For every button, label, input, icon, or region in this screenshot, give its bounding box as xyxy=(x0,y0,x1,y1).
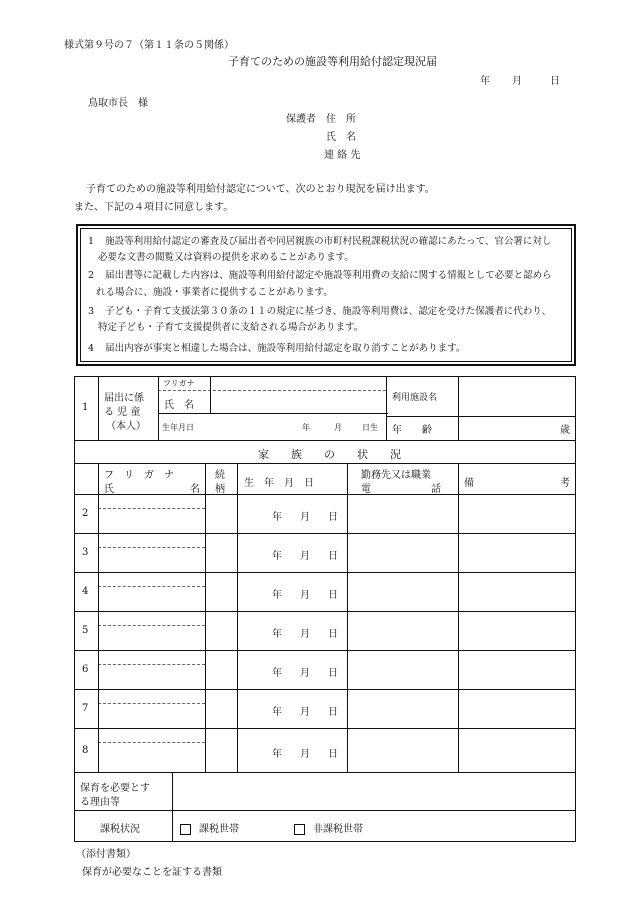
family-row-number: 4 xyxy=(82,586,89,597)
tax-option-taxed[interactable] xyxy=(180,820,239,835)
table-rule xyxy=(386,416,576,417)
agreement-2-line1: 届出書等に記載した内容は、施設等利用給付認定や施設等利用費の支給に関する情報として必要と認めら xyxy=(105,270,552,281)
agreement-4-num: 4 xyxy=(88,343,95,354)
facility-name-label: 利用施設名 xyxy=(392,393,438,403)
furigana-rule xyxy=(98,625,205,626)
family-row-number: 5 xyxy=(82,625,89,636)
family-section-title: 家 族 の 状 況 xyxy=(258,448,401,461)
head-relation-2: 柄 xyxy=(215,484,225,495)
taxed-checkbox[interactable] xyxy=(180,824,191,835)
family-row-year: 年 xyxy=(272,512,282,523)
table-rule xyxy=(458,463,459,772)
head-phone-right: 話 xyxy=(431,484,441,495)
head-name-right: 名 xyxy=(190,484,200,495)
child-furigana-label: フリガナ xyxy=(163,379,195,388)
tax-option-untaxed[interactable] xyxy=(294,820,363,835)
table-rule xyxy=(347,463,348,772)
birthdate-label: 生年月日 xyxy=(162,423,194,432)
tax-status-label: 課税状況 xyxy=(100,824,140,835)
family-row-year: 年 xyxy=(272,668,282,679)
family-row-month: 月 xyxy=(300,512,310,523)
family-row-month: 月 xyxy=(300,707,310,718)
family-row-month: 月 xyxy=(300,749,310,760)
family-row-month: 月 xyxy=(300,551,310,562)
intro-line-1: 子育てのための施設等利用給付認定について、次のとおり現況を届け出ます。 xyxy=(86,184,435,195)
agreement-3-num: 3 xyxy=(88,306,95,317)
child-label-line3: （本人） xyxy=(106,421,146,432)
untaxed-label: 非課税世帯 xyxy=(313,824,363,835)
agreement-3-line1: 子ども・子育て支援法第３０条の１１の規定に基づき、施設等利用費は、認定を受けた保護者に代わり、 xyxy=(105,306,552,317)
guardian-label: 保護者 xyxy=(286,114,316,125)
untaxed-checkbox[interactable] xyxy=(294,824,305,835)
table-rule xyxy=(74,689,576,690)
age-unit: 歳 xyxy=(560,425,570,436)
addressee: 鳥取市長 様 xyxy=(88,98,148,109)
family-row-number: 8 xyxy=(82,745,89,756)
head-birthdate: 生 年 月 日 xyxy=(244,478,314,489)
child-label-line1: 届出に係 xyxy=(104,393,144,404)
family-row-number: 6 xyxy=(82,664,89,675)
table-rule xyxy=(458,376,459,440)
table-rule xyxy=(74,772,576,773)
table-rule xyxy=(386,376,387,440)
family-row-number: 2 xyxy=(82,508,89,519)
table-rule xyxy=(74,463,576,464)
head-name-left: 氏 xyxy=(104,484,114,495)
table-rule xyxy=(74,494,576,495)
head-work: 勤務先又は職業 xyxy=(361,470,431,481)
furigana-rule xyxy=(98,586,205,587)
agreement-1-num: 1 xyxy=(88,236,95,247)
table-rule xyxy=(74,810,576,811)
furigana-rule xyxy=(98,508,205,509)
head-phone-left: 電 xyxy=(361,484,371,495)
attachments-item: 保育が必要なことを証する書類 xyxy=(82,867,222,878)
family-row-year: 年 xyxy=(272,707,282,718)
family-row-day: 日 xyxy=(328,590,338,601)
family-row-month: 月 xyxy=(300,629,310,640)
agreement-1-line1: 施設等利用給付認定の審査及び届出者や同居親族の市町村民税課税状況の確認にあたって、官公署に対し xyxy=(105,236,552,247)
guardian-contact-label: 連 絡 先 xyxy=(324,150,361,161)
table-rule xyxy=(98,376,99,440)
family-row-year: 年 xyxy=(272,551,282,562)
head-notes-right: 考 xyxy=(560,478,570,489)
child-birth-month: 月 xyxy=(334,423,342,432)
furigana-rule xyxy=(98,547,205,548)
family-row-year: 年 xyxy=(272,629,282,640)
table-rule xyxy=(158,413,388,414)
child-birth-year: 年 xyxy=(302,423,310,432)
table-rule xyxy=(74,611,576,612)
furigana-rule xyxy=(98,742,205,743)
attachments-label: （添付書類） xyxy=(76,849,136,860)
table-rule xyxy=(98,463,99,772)
table-rule xyxy=(74,572,576,573)
date-month: 月 xyxy=(512,76,522,87)
head-furigana: フ リ ガ ナ xyxy=(104,470,174,481)
table-rule xyxy=(74,440,576,441)
form-title: 子育てのための施設等利用給付認定現況届 xyxy=(228,55,437,68)
family-row-number: 3 xyxy=(82,547,89,558)
family-row-day: 日 xyxy=(328,707,338,718)
age-label: 年 齢 xyxy=(392,425,432,436)
family-row-day: 日 xyxy=(328,668,338,679)
family-row-day: 日 xyxy=(328,629,338,640)
family-row-number: 7 xyxy=(82,703,89,714)
date-day: 日 xyxy=(550,76,560,87)
furigana-rule xyxy=(158,390,386,391)
child-row-number: 1 xyxy=(82,402,89,413)
table-rule xyxy=(74,728,576,729)
agreement-2-line2: れる場合に、施設・事業者に提供することがあります。 xyxy=(96,287,333,298)
family-row-year: 年 xyxy=(272,749,282,760)
head-relation-1: 続 xyxy=(215,470,225,481)
agreement-2-num: 2 xyxy=(88,270,95,281)
table-rule xyxy=(205,463,206,772)
table-rule xyxy=(172,772,173,810)
furigana-rule xyxy=(98,703,205,704)
intro-line-2: また、下記の４項目に同意します。 xyxy=(74,202,234,213)
agreement-2 xyxy=(88,267,570,285)
date-year: 年 xyxy=(480,76,490,87)
reason-label-line2: る理由等 xyxy=(80,797,120,808)
child-birth-day: 日生 xyxy=(362,423,378,432)
guardian-name-label: 氏 名 xyxy=(326,132,356,143)
family-row-year: 年 xyxy=(272,590,282,601)
furigana-rule xyxy=(98,664,205,665)
agreement-4-line1: 届出内容が事実と相違した場合は、施設等利用給付認定を取り消すことがあります。 xyxy=(105,343,466,354)
child-label-line2: る 児 童 xyxy=(104,407,141,418)
table-rule xyxy=(210,376,211,413)
table-rule xyxy=(172,810,173,842)
family-row-day: 日 xyxy=(328,551,338,562)
family-row-month: 月 xyxy=(300,590,310,601)
reason-label-line1: 保育を必要とす xyxy=(80,783,150,794)
agreement-1-line2: 必要な文書の閲覧又は資料の提供を求めることがあります。 xyxy=(98,252,354,263)
table-rule xyxy=(237,463,238,772)
agreement-3-line2: 特定子ども・子育て支援提供者に支給される場合があります。 xyxy=(98,322,364,333)
guardian-address-label: 住 所 xyxy=(326,114,356,125)
table-rule xyxy=(74,533,576,534)
child-name-label: 氏 名 xyxy=(164,400,194,411)
table-rule xyxy=(158,376,159,440)
family-row-month: 月 xyxy=(300,668,310,679)
taxed-label: 課税世帯 xyxy=(199,824,239,835)
agreement-4 xyxy=(88,340,570,358)
family-row-day: 日 xyxy=(328,512,338,523)
family-row-day: 日 xyxy=(328,749,338,760)
form-number: 様式第９号の７（第１１条の５関係） xyxy=(64,40,234,51)
head-notes-left: 備 xyxy=(464,478,474,489)
table-rule xyxy=(74,650,576,651)
